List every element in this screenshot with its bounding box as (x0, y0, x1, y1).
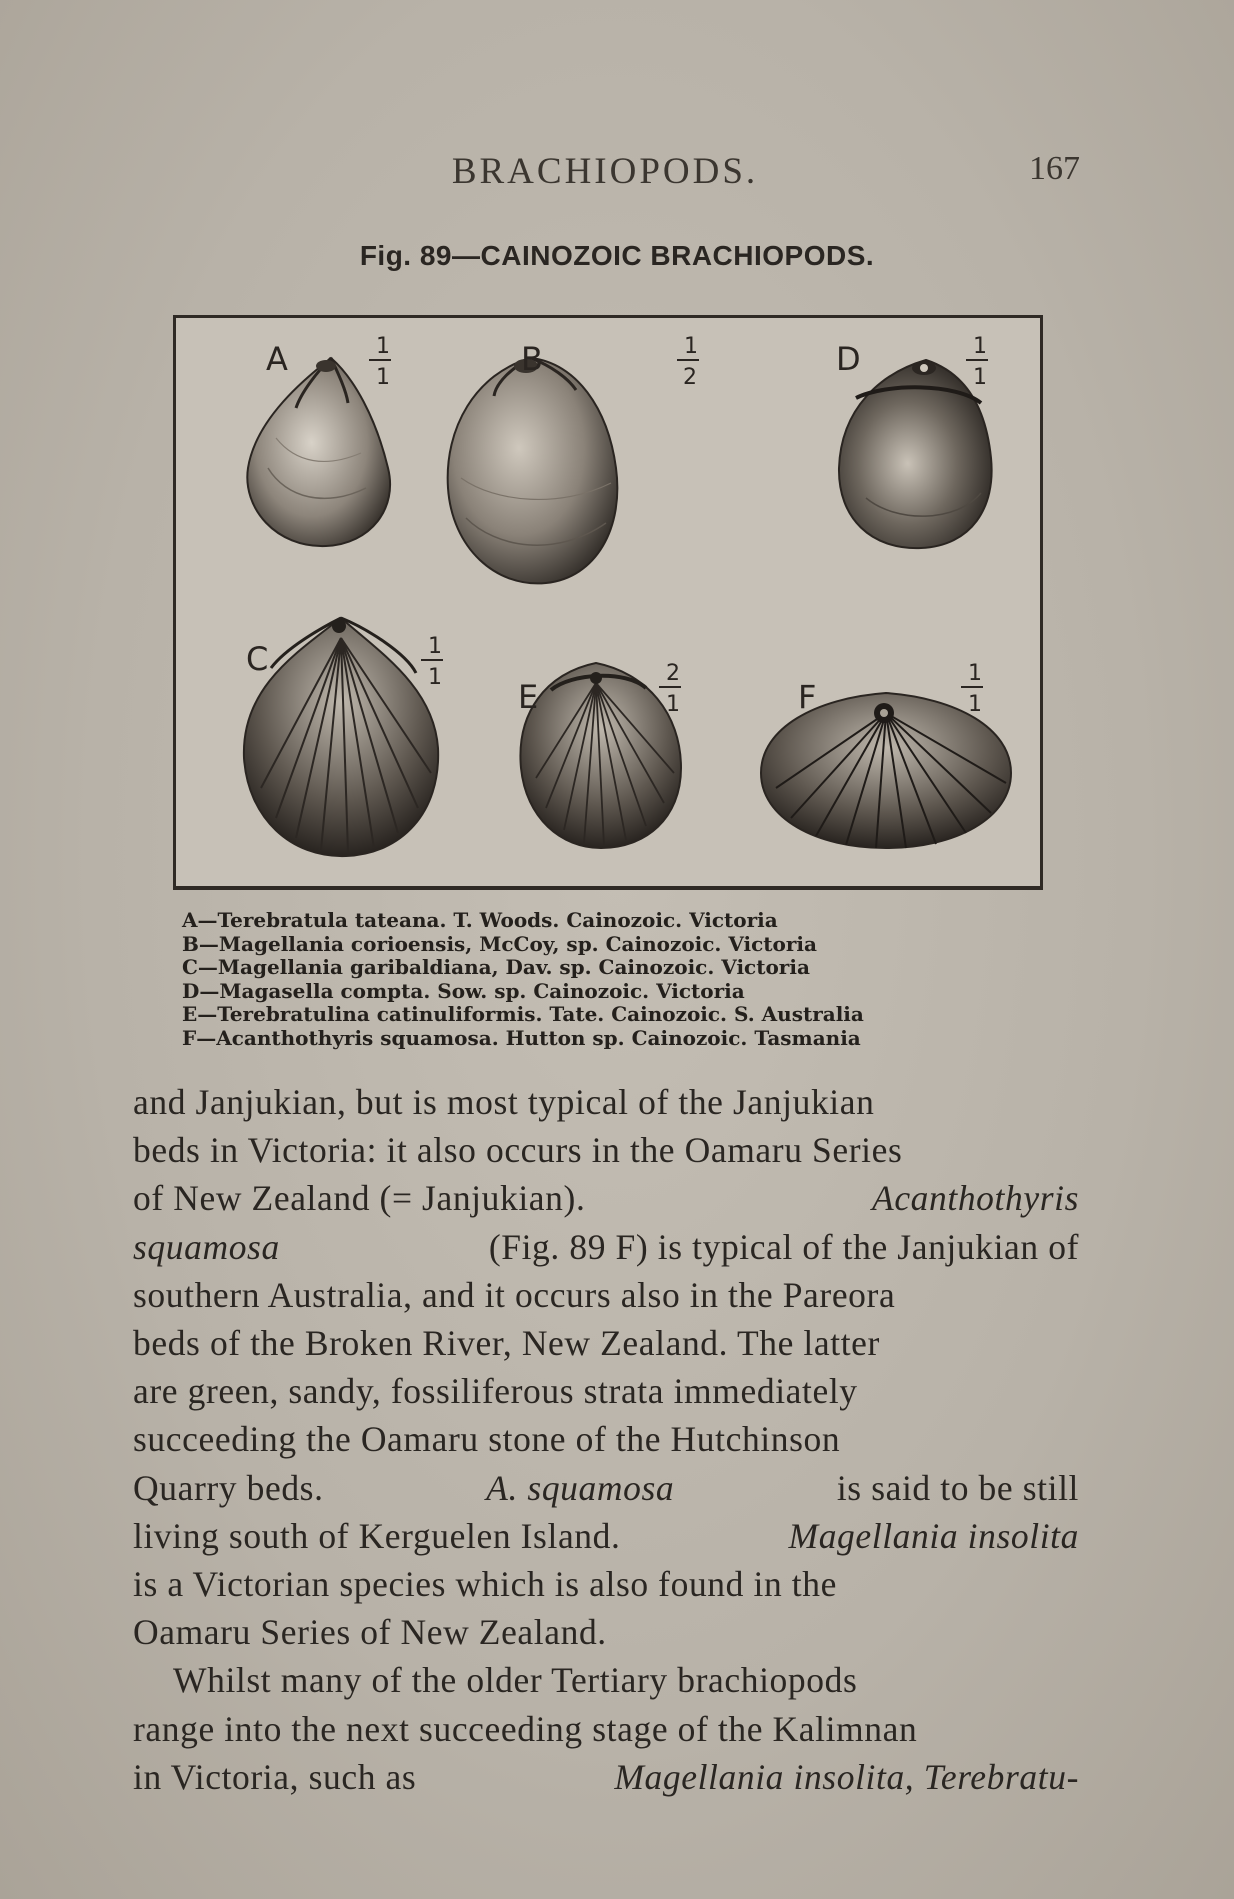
text-line (133, 1078, 1079, 1126)
brachiopod-illustrations (176, 318, 1040, 886)
panel-scale-c-num: 1 (428, 634, 442, 659)
species-name: Magellania insolita (788, 1515, 1079, 1556)
text-span: beds of the Broken River, New Zealand. The latter (133, 1323, 880, 1364)
panel-label-d: D (836, 340, 861, 378)
running-title: BRACHIOPODS. (451, 151, 759, 192)
panel-label-f: F (798, 678, 817, 716)
text-line (133, 1126, 1079, 1174)
legend-item-f: F—Acanthothyris squamosa. Hutton sp. Cainozoic. Tasmania (182, 1025, 861, 1050)
panel-scale-a-den: 1 (376, 365, 390, 390)
species-name: Magellania insolita, Terebratu- (614, 1756, 1079, 1797)
figure-legend (182, 909, 1062, 1051)
text-span: living south of Kerguelen Island. (133, 1515, 621, 1556)
panel-scale-b-num: 1 (684, 334, 698, 359)
text-line (133, 1319, 1079, 1367)
panel-scale-e-den: 1 (666, 692, 680, 717)
text-line (133, 1174, 1079, 1222)
text-line (133, 1560, 1079, 1608)
panel-scale-e-num: 2 (666, 661, 680, 686)
legend-item-b: B—Magellania corioensis, McCoy, sp. Cainozoic. Victoria (182, 931, 817, 956)
legend-item-e: E—Terebratulina catinuliformis. Tate. Cainozoic. S. Australia (182, 1002, 864, 1027)
text-span: of New Zealand (= Janjukian). (133, 1178, 586, 1219)
panel-scale-f-den: 1 (968, 692, 982, 717)
text-line (133, 1367, 1079, 1415)
text-span: is said to be still (836, 1467, 1079, 1508)
text-line (133, 1415, 1079, 1463)
panel-scale-d-num: 1 (973, 334, 987, 359)
panel-scale-f-num: 1 (968, 661, 982, 686)
species-name: squamosa (133, 1226, 280, 1267)
panel-scale-d-den: 1 (973, 365, 987, 390)
text-line (133, 1608, 1079, 1656)
panel-label-a: A (266, 340, 288, 378)
figure-caption: Fig. 89—CAINOZOIC BRACHIOPODS. (359, 240, 875, 271)
text-span: range into the next succeeding stage of the Kalimnan (133, 1708, 918, 1749)
species-name: A. squamosa (486, 1467, 675, 1508)
panel-scale-a-num: 1 (376, 334, 390, 359)
text-span: southern Australia, and it occurs also in the Pareora (133, 1274, 896, 1315)
shell-d-illustration (839, 360, 992, 548)
text-span: Whilst many of the older Tertiary brachiopods (173, 1660, 858, 1701)
panel-label-e: E (518, 678, 539, 716)
running-head (130, 150, 1080, 200)
species-name: Acanthothyris (872, 1178, 1079, 1219)
text-span: beds in Victoria: it also occurs in the Oamaru Series (133, 1130, 903, 1171)
text-span: Quarry beds. (133, 1467, 324, 1508)
text-line (133, 1656, 1079, 1704)
text-line (133, 1753, 1079, 1801)
text-line (133, 1705, 1079, 1753)
page-number: 167 (1029, 150, 1080, 187)
legend-item-a: A—Terebratula tateana. T. Woods. Cainozoic. Victoria (182, 908, 778, 932)
text-span: and Janjukian, but is most typical of the Janjukian (133, 1082, 875, 1122)
panel-label-b: B (521, 340, 543, 378)
shell-a-illustration (247, 358, 390, 546)
text-span: are green, sandy, fossiliferous strata immediately (133, 1371, 858, 1412)
text-line (133, 1512, 1079, 1560)
shell-c-illustration (244, 618, 438, 856)
legend-item-c: C—Magellania garibaldiana, Dav. sp. Cainozoic. Victoria (182, 955, 810, 980)
legend-item-d: D—Magasella compta. Sow. sp. Cainozoic. Victoria (182, 978, 745, 1003)
text-span: in Victoria, such as (133, 1756, 417, 1797)
text-line (133, 1223, 1079, 1271)
text-span: (Fig. 89 F) is typical of the Janjukian of (488, 1226, 1079, 1267)
text-span: Oamaru Series of New Zealand. (133, 1612, 607, 1653)
panel-scale-b-den: 2 (683, 365, 697, 390)
text-line (133, 1271, 1079, 1319)
text-span: succeeding the Oamaru stone of the Hutchinson (133, 1419, 841, 1460)
panel-label-c: C (246, 640, 269, 678)
shell-b-illustration (448, 358, 618, 583)
text-line (133, 1464, 1079, 1512)
shell-e-illustration (520, 663, 681, 848)
body-text (133, 1078, 1079, 1801)
text-span: is a Victorian species which is also found in the (133, 1564, 837, 1605)
panel-scale-c-den: 1 (428, 665, 442, 690)
figure-plate (173, 315, 1043, 890)
